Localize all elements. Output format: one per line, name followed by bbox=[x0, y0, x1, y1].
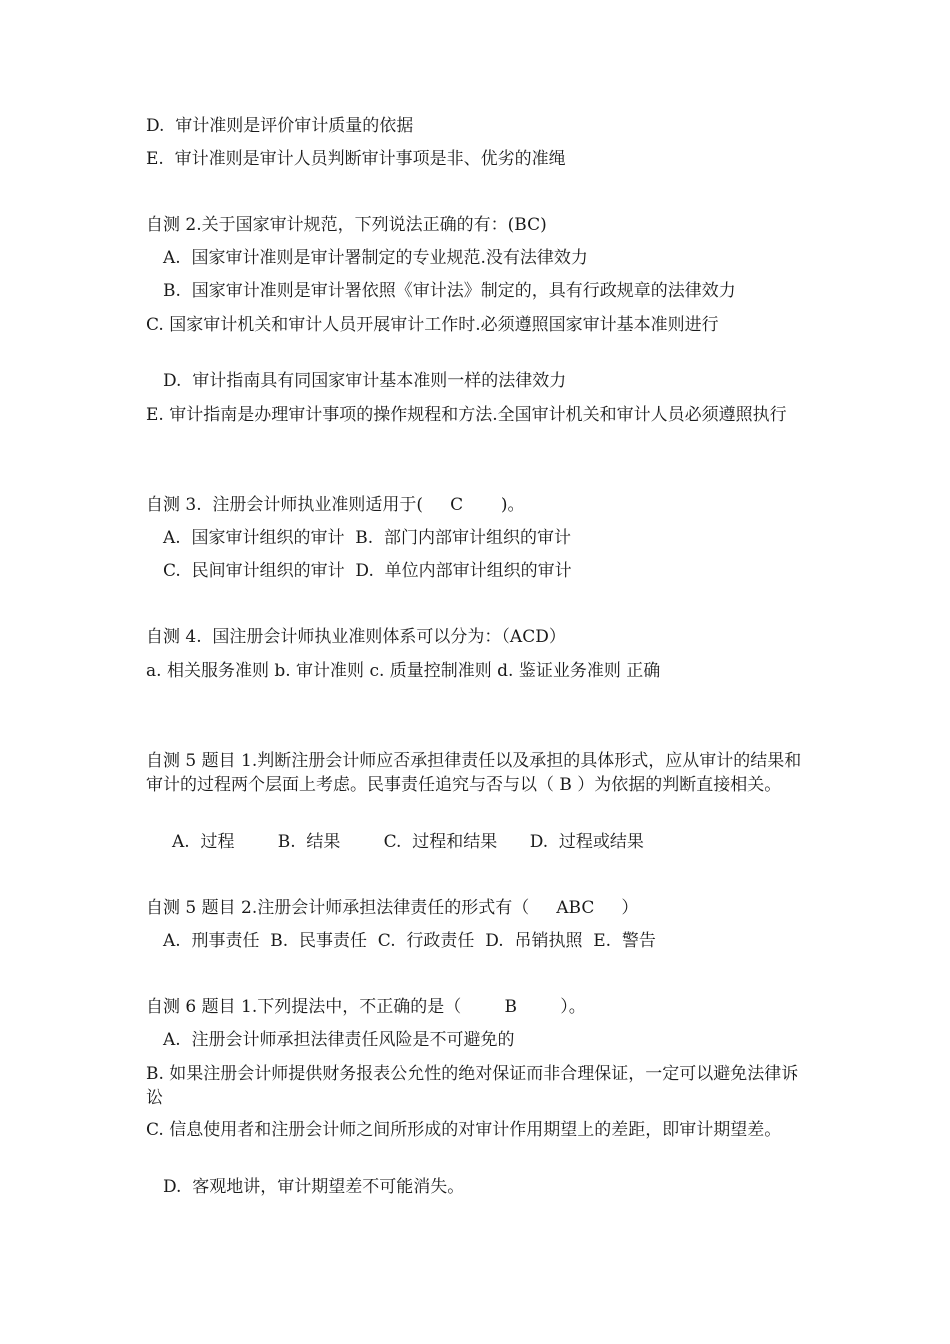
question-2-option-e: E. 审计指南是办理审计事项的操作规程和方法.全国审计机关和审计人员必须遵照执行 bbox=[146, 405, 787, 425]
question-6-1-option-a: A. 注册会计师承担法律责任风险是不可避免的 bbox=[163, 1030, 515, 1050]
question-5-1-options: A. 过程 B. 结果 C. 过程和结果 D. 过程或结果 bbox=[172, 832, 644, 852]
question-2-option-c: C. 国家审计机关和审计人员开展审计工作时.必须遵照国家审计基本准则进行 bbox=[146, 315, 719, 335]
question-2-option-b: B. 国家审计准则是审计署依照《审计法》制定的，具有行政规章的法律效力 bbox=[163, 281, 736, 301]
option-e-text: E. 审计准则是审计人员判断审计事项是非、优劣的准绳 bbox=[146, 149, 566, 169]
question-6-1-title: 自测 6 题目 1.下列提法中，不正确的是（ B ）。 bbox=[146, 997, 586, 1017]
question-3-options-cd: C. 民间审计组织的审计 D. 单位内部审计组织的审计 bbox=[163, 561, 572, 581]
option-d-text: D. 审计准则是评价审计质量的依据 bbox=[146, 116, 414, 136]
question-6-1-option-b: B. 如果注册会计师提供财务报表公允性的绝对保证而非合理保证，一定可以避免法律诉讼 bbox=[146, 1064, 799, 1108]
question-3-options-ab: A. 国家审计组织的审计 B. 部门内部审计组织的审计 bbox=[163, 528, 571, 548]
question-2-option-d: D. 审计指南具有同国家审计基本准则一样的法律效力 bbox=[163, 371, 567, 391]
question-5-2-title: 自测 5 题目 2.注册会计师承担法律责任的形式有（ ABC ） bbox=[146, 898, 639, 918]
question-4-options: a. 相关服务准则 b. 审计准则 c. 质量控制准则 d. 鉴证业务准则 正确 bbox=[146, 661, 661, 681]
question-5-1-title: 自测 5 题目 1.判断注册会计师应否承担律责任以及承担的具体形式，应从审计的结果和审计的过程两个层面上考虑。民事责任追究与否与以（ B ）为依据的判断直接相关。 bbox=[146, 751, 802, 795]
question-5-2-options: A. 刑事责任 B. 民事责任 C. 行政责任 D. 吊销执照 E. 警告 bbox=[163, 931, 656, 951]
question-4-title: 自测 4. 国注册会计师执业准则体系可以分为：（ACD） bbox=[146, 627, 566, 647]
question-3-title: 自测 3. 注册会计师执业准则适用于( C )。 bbox=[146, 495, 525, 515]
question-2-option-a: A. 国家审计准则是审计署制定的专业规范.没有法律效力 bbox=[163, 248, 588, 268]
question-6-1-option-d: D. 客观地讲，审计期望差不可能消失。 bbox=[163, 1177, 465, 1197]
question-6-1-option-c: C. 信息使用者和注册会计师之间所形成的对审计作用期望上的差距，即审计期望差。 bbox=[146, 1120, 782, 1140]
question-2-title: 自测 2.关于国家审计规范，下列说法正确的有：(BC) bbox=[146, 215, 547, 235]
